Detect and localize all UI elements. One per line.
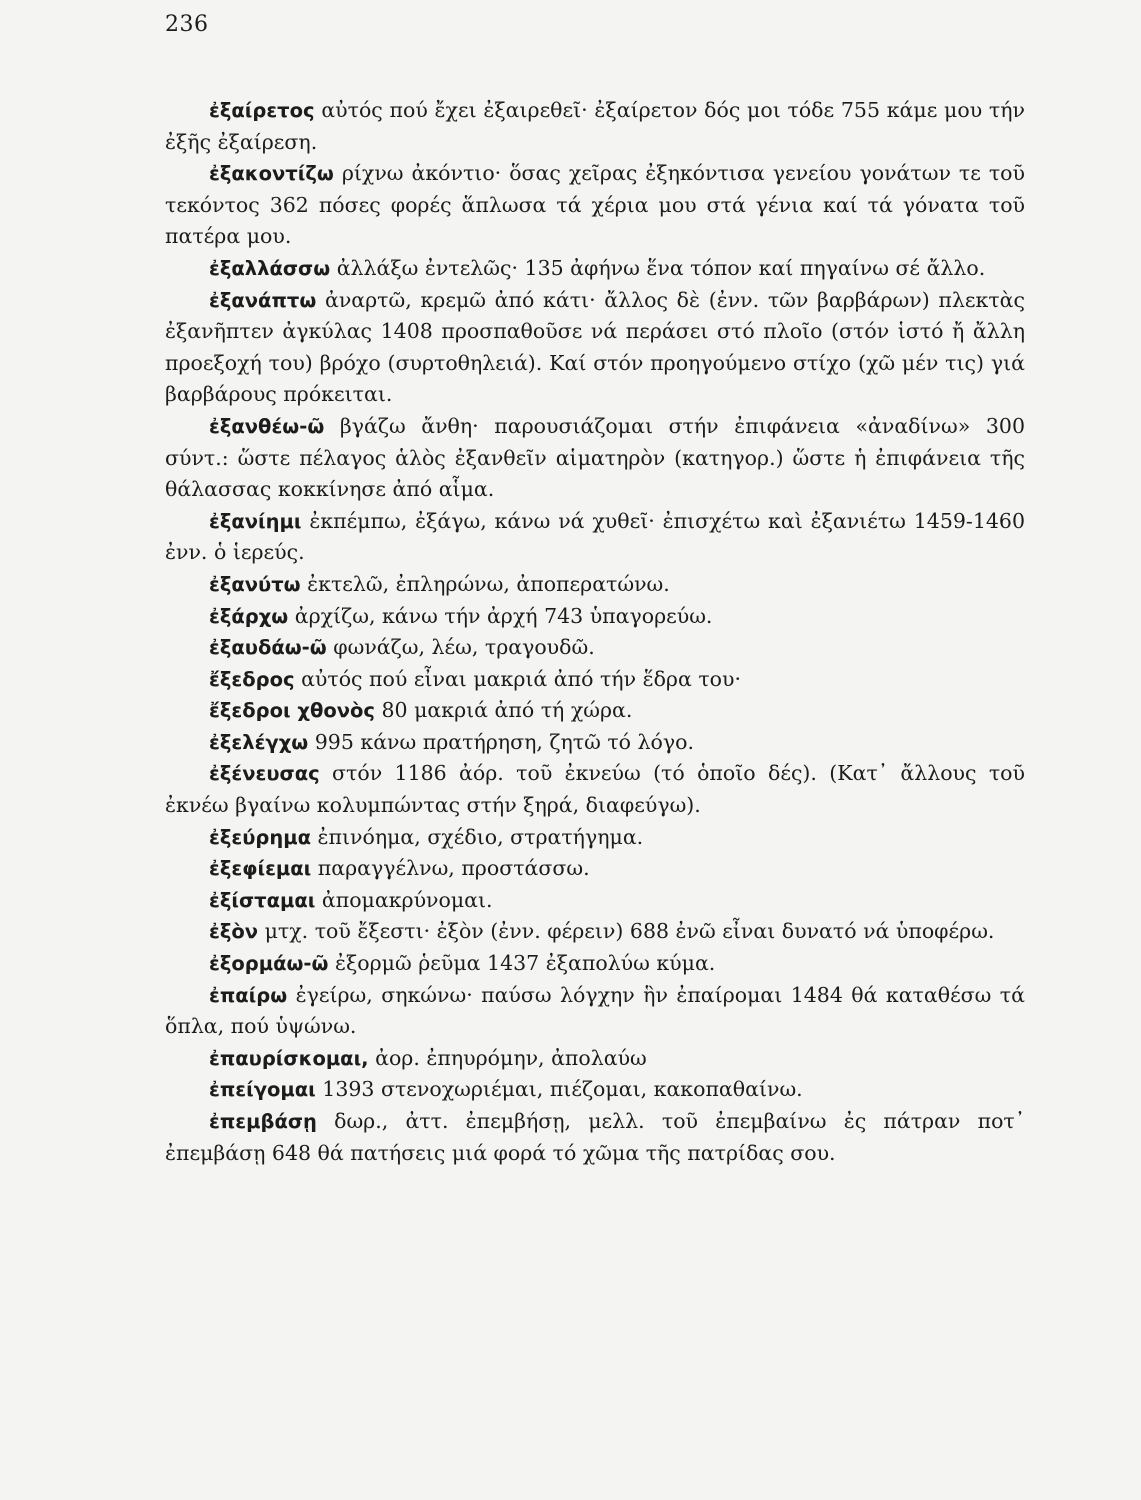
glossary-entry <box>165 569 1025 601</box>
glossary-entry <box>165 1074 1025 1106</box>
entry-lemma: ἐξεφίεμαι <box>209 857 312 881</box>
glossary-entry <box>165 885 1025 917</box>
glossary-entry <box>165 948 1025 980</box>
entry-definition: ἀορ. ἐπηυρόμην, ἀπολαύω <box>368 1045 647 1070</box>
entry-lemma: ἐξανίημι <box>209 509 302 533</box>
entry-lemma: ἐξαλλάσσω <box>209 256 331 280</box>
entry-definition: 80 μακριά ἀπό τή χώρα. <box>374 698 633 723</box>
entry-lemma: ἐπαυρίσκομαι, <box>209 1046 369 1070</box>
entry-definition: ρίχνω ἀκόντιο· ὅσας χεῖρας ἐξηκόντισα γενείου γονάτων τε τοῦ τεκόντος 362 πόσες φορές ἅπλωσα τά χέρια μου στά γένια καί τά γόνατα τοῦ πατέρα μου. <box>165 161 1025 249</box>
entry-lemma: ἐξορμάω-ῶ <box>209 952 329 976</box>
glossary-entry <box>165 95 1025 158</box>
entry-lemma: ἔξεδρος <box>209 667 295 691</box>
glossary-entry <box>165 727 1025 759</box>
entry-definition: ἐκτελῶ, ἐπληρώνω, ἀποπερατώνω. <box>300 571 670 596</box>
entry-lemma: ἐπαίρω <box>209 983 288 1007</box>
glossary-entry <box>165 506 1025 569</box>
entry-lemma: ἐξένευσας <box>209 762 320 786</box>
entry-definition: μτχ. τοῦ ἔξεστι· ἐξὸν (ἐνν. φέρειν) 688 ἐνῶ εἶναι δυνατό νά ὑποφέρω. <box>258 919 995 944</box>
entry-definition: βγάζω ἄνθη· παρουσιάζομαι στήν ἐπιφάνεια «ἀναδίνω» 300 σύντ.: ὥστε πέλαγος ἁλὸς ἐξανθεῖν αἱματηρὸν (κατηγορ.) ὥστε ἡ ἐπιφάνεια τῆς θάλασσας κοκκίνησε ἀπό αἷμα. <box>165 413 1025 502</box>
glossary-entry <box>165 916 1025 948</box>
entry-definition: ἐπινόημα, σχέδιο, στρατήγημα. <box>311 824 644 849</box>
entry-lemma: ἐξαίρετος <box>209 99 315 122</box>
entry-definition: ἐξορμῶ ῥεῦμα 1437 ἐξαπολύω κύμα. <box>328 951 716 976</box>
glossary-entry <box>165 664 1025 696</box>
glossary-entry <box>165 822 1025 854</box>
entry-definition: 995 κάνω πρατήρηση, ζητῶ τό λόγο. <box>308 729 694 754</box>
entry-definition: ἐγείρω, σηκώνω· παύσω λόγχην ἣν ἐπαίρομαι 1484 θά καταθέσω τά ὅπλα, πού ὑψώνω. <box>165 982 1025 1039</box>
entry-definition: ἀπομακρύνομαι. <box>315 887 493 912</box>
entry-lemma: ἐξίσταμαι <box>209 888 316 912</box>
entry-definition: ἐκπέμπω, ἐξάγω, κάνω νά χυθεῖ· ἐπισχέτω καὶ ἐξανιέτω 1459-1460 ἐνν. ὁ ἱερεύς. <box>165 508 1025 565</box>
entry-definition: αὐτός πού εἶναι μακριά ἀπό τήν ἕδρα του· <box>294 666 741 691</box>
entry-definition: στόν 1186 ἀόρ. τοῦ ἐκνεύω (τό ὁποῖο δές). (Κατ᾽ ἄλλους τοῦ ἐκνέω βγαίνω κολυμπώντας στήν ξηρά, διαφεύγω). <box>165 761 1025 818</box>
entry-lemma: ἐπείγομαι <box>209 1078 316 1102</box>
entry-lemma: ἐξανύτω <box>209 572 301 596</box>
entry-lemma: ἐξανάπτω <box>209 288 317 312</box>
glossary-entry <box>165 632 1025 664</box>
entry-lemma: ἐξελέγχω <box>209 730 309 754</box>
entry-definition: δωρ., ἀττ. ἐπεμβήσῃ, μελλ. τοῦ ἐπεμβαίνω ἐς πάτραν ποτ᾽ ἐπεμβάσῃ 648 θά πατήσεις μιά φορά τό χῶμα τῆς πατρίδας σου. <box>165 1109 1025 1165</box>
glossary-entries <box>165 95 1025 1169</box>
entry-definition: παραγγέλνω, προστάσσω. <box>311 856 590 881</box>
glossary-entry <box>165 980 1025 1043</box>
entry-lemma: ἐξεύρημα <box>209 825 311 849</box>
entry-definition: ἀλλάξω ἐντελῶς· 135 ἀφήνω ἕνα τόπον καί πηγαίνω σέ ἄλλο. <box>330 255 986 280</box>
glossary-entry <box>165 1106 1025 1169</box>
entry-lemma: ἐπεμβάσῃ <box>209 1110 317 1133</box>
entry-lemma: ἐξὸν <box>209 920 259 944</box>
glossary-entry <box>165 853 1025 885</box>
glossary-entry <box>165 601 1025 633</box>
glossary-entry <box>165 285 1025 411</box>
glossary-entry <box>165 411 1025 506</box>
glossary-entry <box>165 1043 1025 1075</box>
entry-lemma: ἐξάρχω <box>209 604 289 628</box>
entry-lemma: ἐξαυδάω-ῶ <box>209 636 327 660</box>
glossary-entry <box>165 253 1025 285</box>
entry-lemma: ἐξακοντίζω <box>209 162 334 186</box>
entry-definition: αὐτός πού ἔχει ἐξαιρεθεῖ· ἐξαίρετον δός μοι τόδε 755 κάμε μου τήν ἐξῆς ἐξαίρεση. <box>165 98 1025 154</box>
page-number: 236 <box>165 12 209 37</box>
glossary-entry <box>165 158 1025 253</box>
glossary-entry <box>165 758 1025 821</box>
entry-definition: ἀρχίζω, κάνω τήν ἀρχή 743 ὑπαγορεύω. <box>288 603 713 628</box>
entry-definition: ἀναρτῶ, κρεμῶ ἀπό κάτι· ἄλλος δὲ (ἐνν. τῶν βαρβάρων) πλεκτὰς ἐξανῆπτεν ἀγκύλας 1408 προσπαθοῦσε νά περάσει στό πλοῖο (στόν ἱστό ἤ ἄλλη προεξοχή του) βρόχο (συρτοθηλειά). Καί στόν προηγούμενο στίχο (χῶ μέν τις) γιά βαρβάρους πρόκειται. <box>165 287 1025 407</box>
entry-definition: φωνάζω, λέω, τραγουδῶ. <box>326 635 595 660</box>
entry-lemma: ἐξανθέω-ῶ <box>209 414 325 438</box>
glossary-entry <box>165 695 1025 727</box>
entry-lemma: ἔξεδροι χθονὸς <box>209 699 375 723</box>
entry-definition: 1393 στενοχωριέμαι, πιέζομαι, κακοπαθαίνω. <box>315 1077 803 1102</box>
